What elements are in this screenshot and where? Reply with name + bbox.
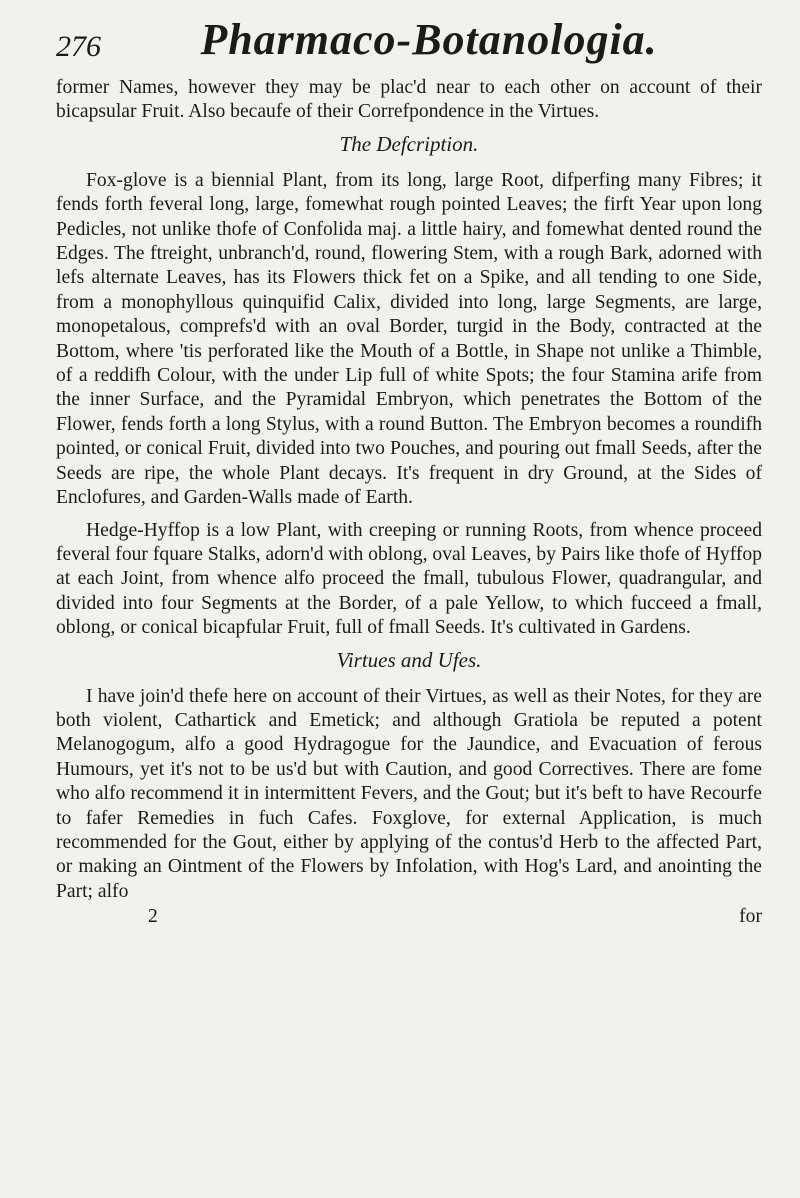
paragraph-gap	[56, 511, 762, 519]
page-number: 276	[56, 30, 101, 63]
virtues-paragraph: I have join'd thefe here on account of their Virtues, as well as their Notes, for they are both violent, Cathartick and Emetick; and although Gratiola be reputed a potent Melanogogum, alfo a good Hydragogue for the Jaundice, and Evacuation of ferous Humours, yet it's not to be us'd but with Caution, and good Correctives. There are fome who alfo recommend it in intermittent Fevers, and the Gout; but it's beft to have Recourfe to fafer Remedies in fuch Cafes. Foxglove, for external Application, is much recommended for the Gout, either by applying of the contus'd Herb to the affected Part, or making an Ointment of the Flowers by Infolation, with Hog's Lard, and anointing the Part; alfo	[56, 685, 762, 902]
signature-mark: 2	[148, 906, 158, 928]
catchword-line	[56, 906, 762, 928]
intro-paragraph: former Names, however they may be plac'd near to each other on account of their bicapsular Fruit. Also becaufe of their Correfpondence in the Virtues.	[56, 77, 762, 123]
virtues-heading: Virtues and Ufes.	[336, 647, 482, 672]
description-heading: The Defcription.	[339, 131, 479, 156]
foxglove-paragraph: Fox-glove is a biennial Plant, from its long, large Root, difperfing many Fibres; it fends forth feveral long, large, fomewhat rough pointed Leaves; the firft Year upon long Pedicles, not unlike thofe of Confolida maj. a little hairy, and fomewhat dented round the Edges. The ftreight, unbranch'd, round, flowering Stem, with a rough Bark, adorned with lefs alternate Leaves, has its Flowers thick fet on a Spike, and all tending to one Side, from a monophyllous quinquifid Calix, divided into long, large Segments, are large, monopetalous, comprefs'd with an oval Border, turgid in the Body, contracted at the Bottom, where 'tis perforated like the Mouth of a Bottle, in Shape not unlike a Thimble, of a reddifh Colour, with the under Lip full of white Spots; the four Stamina arife from the inner Surface, and the Pyramidal Embryon, which penetrates the Bottom of the Flower, fends forth a long Stylus, with a round Button. The Embryon becomes a roundifh pointed, or conical Fruit, divided into two Pouches, and pouring out fmall Seeds, after the Seeds are ripe, the whole Plant decays. It's frequent in dry Ground, at the Sides of Enclofures, and Garden-Walls made of Earth.	[56, 169, 762, 509]
catchword: for	[739, 906, 762, 928]
running-head	[56, 14, 762, 76]
running-title: Pharmaco-Botanologia.	[200, 15, 658, 64]
hedge-hyssop-paragraph: Hedge-Hyffop is a low Plant, with creeping or running Roots, from whence proceed feveral four fquare Stalks, adorn'd with oblong, oval Leaves, by Pairs like thofe of Hyffop at each Joint, from whence alfo proceed the fmall, tubulous Flower, quadrangular, and divided into four Segments at the Border, of a pale Yellow, to which fucceed a fmall, oblong, or conical bicapfular Fruit, full of fmall Seeds. It's cultivated in Gardens.	[56, 519, 762, 639]
